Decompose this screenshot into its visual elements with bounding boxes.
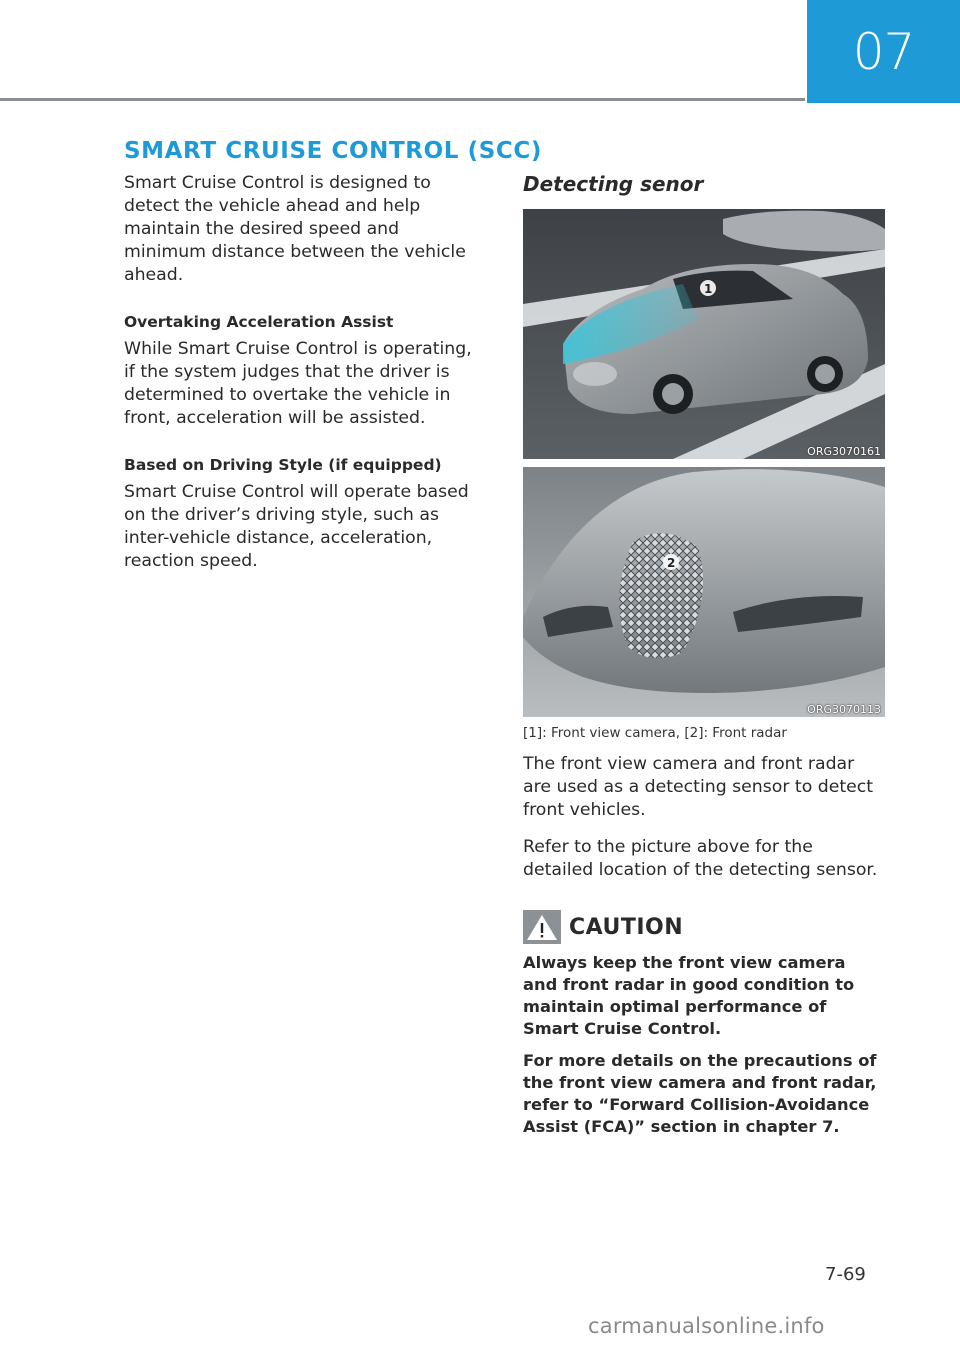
figure1-code: ORG3070161	[807, 445, 881, 458]
header-rule	[0, 98, 805, 101]
caution-label: CAUTION	[569, 914, 684, 940]
radar-figure	[523, 467, 885, 717]
sensor-paragraph-1: The front view camera and front radar are used as a detecting sensor to detect front vehicles.	[523, 754, 874, 820]
caution-text-1: Always keep the front view camera and front radar in good condition to maintain optimal performance of Smart Cruise Control.	[523, 953, 855, 1038]
intro-paragraph: Smart Cruise Control is designed to detect the vehicle ahead and help maintain the desired speed and minimum distance between the vehicle ahead.	[124, 173, 466, 285]
left-column	[124, 172, 480, 587]
sensor-paragraph-2: Refer to the picture above for the detailed location of the detecting sensor.	[523, 837, 878, 880]
caution-text-2: For more details on the precautions of the front view camera and front radar, refer to “Forward Collision-Avoidance Assist (FCA)” section in chapter 7.	[523, 1051, 877, 1136]
section-title: SMART CRUISE CONTROL (SCC)	[124, 138, 542, 164]
right-column	[523, 172, 885, 1148]
warning-icon	[523, 910, 561, 944]
camera-figure	[523, 209, 885, 459]
detecting-sensor-heading: Detecting senor	[523, 172, 704, 196]
page-number: 7-69	[825, 1264, 866, 1285]
watermark: carmanualsonline.info	[588, 1314, 825, 1338]
car-front-illustration	[523, 467, 885, 717]
marker-2: 2	[667, 556, 676, 570]
car-side-illustration	[523, 209, 885, 459]
chapter-tab: 07	[807, 0, 960, 103]
marker-1: 1	[704, 282, 713, 296]
overtaking-paragraph: While Smart Cruise Control is operating, if the system judges that the driver is determined to overtake the vehicle in front, acceleration will be assisted.	[124, 339, 472, 428]
driving-style-paragraph: Smart Cruise Control will operate based on the driver’s driving style, such as inter-vehicle distance, acceleration, reaction speed.	[124, 482, 469, 571]
driving-style-heading: Based on Driving Style (if equipped)	[124, 456, 442, 474]
overtaking-heading: Overtaking Acceleration Assist	[124, 313, 394, 331]
figure2-code: ORG3070113	[807, 703, 881, 716]
figure-caption: [1]: Front view camera, [2]: Front radar	[523, 725, 787, 741]
caution-header	[523, 910, 885, 944]
